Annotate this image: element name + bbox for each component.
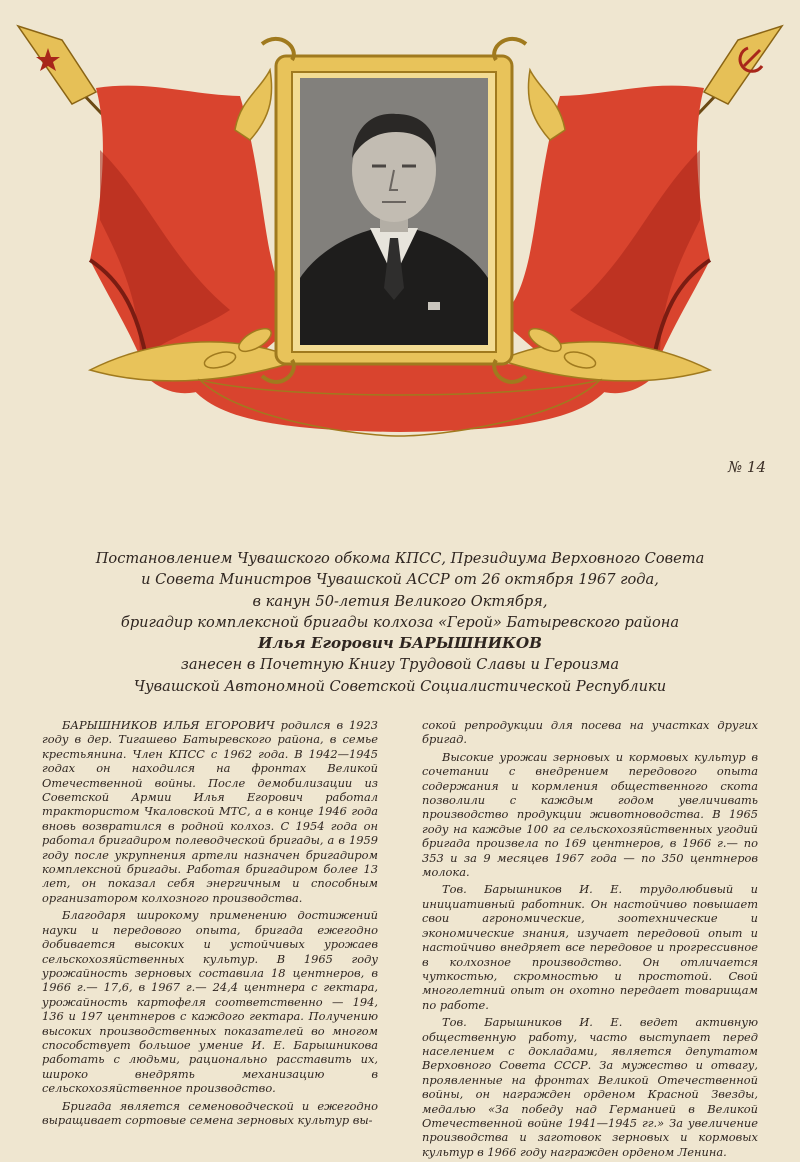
document-number: № 14: [727, 458, 766, 476]
decree-line: Чувашской Автономной Советской Социалистической Республики: [133, 677, 667, 695]
paragraph: Тов. Барышников И. Е. ведет активную общественную работу, часто выступает перед населением с докладами, является депутатом Верховного Совета СССР. За мужество и отвагу, проявленные на фронтах Великой Отечественной войны, он награжден орденом Красной Звезды, медалью «За победу над Германией в Великой Отечественной войне 1941—1945 гг.» За увеличение производства и заготовок зерновых и кормовых культур в 1966 году награжден орденом Ленина.: [422, 1015, 758, 1159]
paragraph: сокой репродукции для посева на участках других бригад.: [422, 718, 758, 747]
honoree-name: Илья Егорович БАРЫШНИКОВ: [258, 634, 542, 653]
biography-right-column: [422, 718, 758, 1162]
decree-line: и Совета Министров Чувашской АССР от 26 октября 1967 года,: [141, 571, 659, 589]
paragraph: Благодаря широкому применению достижений науки и передового опыта, бригада ежегодно добивается высоких и устойчивых урожаев сельскохозяйственных культур. В 1965 году урожайность зерновых составила 18 центнеров, в 1966 г.— 17,6, в 1967 г.— 24,4 центнера с гектара, урожайность картофеля соответственно — 194, 136 и 197 центнеров с каждого гектара. Получению высоких производственных показателей во многом способствует большое умение И. Е. Барышникова работать с людьми, рационально расставить их, широко внедрять механизацию в сельскохозяйственное производство.: [42, 908, 378, 1096]
paragraph: БАРЫШНИКОВ ИЛЬЯ ЕГОРОВИЧ родился в 1923 году в дер. Тигашево Батыревского района, в семье крестьянина. Член КПСС с 1962 года. В 1942—1945 годах он находился на фронтах Великой Отечественной войны. После демобилизации из Советской Армии Илья Егорович работал трактористом Чкаловской МТС, а в конце 1946 года вновь возвратился в родной колхоз. С 1954 года он работал бригадиром полеводческой бригады, а в 1959 году после укрупнения артели назначен бригадиром комплексной бригады. Работая бригадиром более 13 лет, он показал себя энергичным и способным организатором колхозного производства.: [42, 718, 378, 905]
decree-line: в канун 50-летия Великого Октября,: [252, 592, 548, 610]
decree-line: бригадир комплексной бригады колхоза «Герой» Батыревского района: [120, 613, 680, 631]
decree-line: Постановлением Чувашского обкома КПСС, Президиума Верховного Совета: [95, 550, 705, 567]
biography-left-column: [42, 718, 378, 1130]
photo-portrait: [300, 78, 488, 345]
paragraph: Тов. Барышников И. Е. трудолюбивый и инициативный работник. Он настойчиво повышает свои агрономические, зоотехнические и экономические знания, изучает передовой опыт и настойчиво внедряет все передовое и прогрессивное в колхозное производство. Он отличается чуткостью, скромностью и простотой. Свой многолетний опыт он охотно передает товарищам по работе.: [422, 882, 758, 1012]
decree-block: [60, 548, 740, 697]
decree-line: занесен в Почетную Книгу Трудовой Славы и Героизма: [180, 656, 620, 674]
paragraph: Бригада является семеноводческой и ежегодно выращивает сортовые семена зерновых культур вы-: [42, 1098, 378, 1127]
paragraph: Высокие урожаи зерновых и кормовых культур в сочетании с внедрением передового опыта содержания и кормления общественного скота позволили с каждым годом увеличивать производство продукции животноводства. В 1965 году на каждые 100 га сельскохозяйственных угодий бригада произвела по 169 центнеров, в 1966 г.— по 353 и за 9 месяцев 1967 года — по 350 центнеров молока.: [422, 749, 758, 880]
